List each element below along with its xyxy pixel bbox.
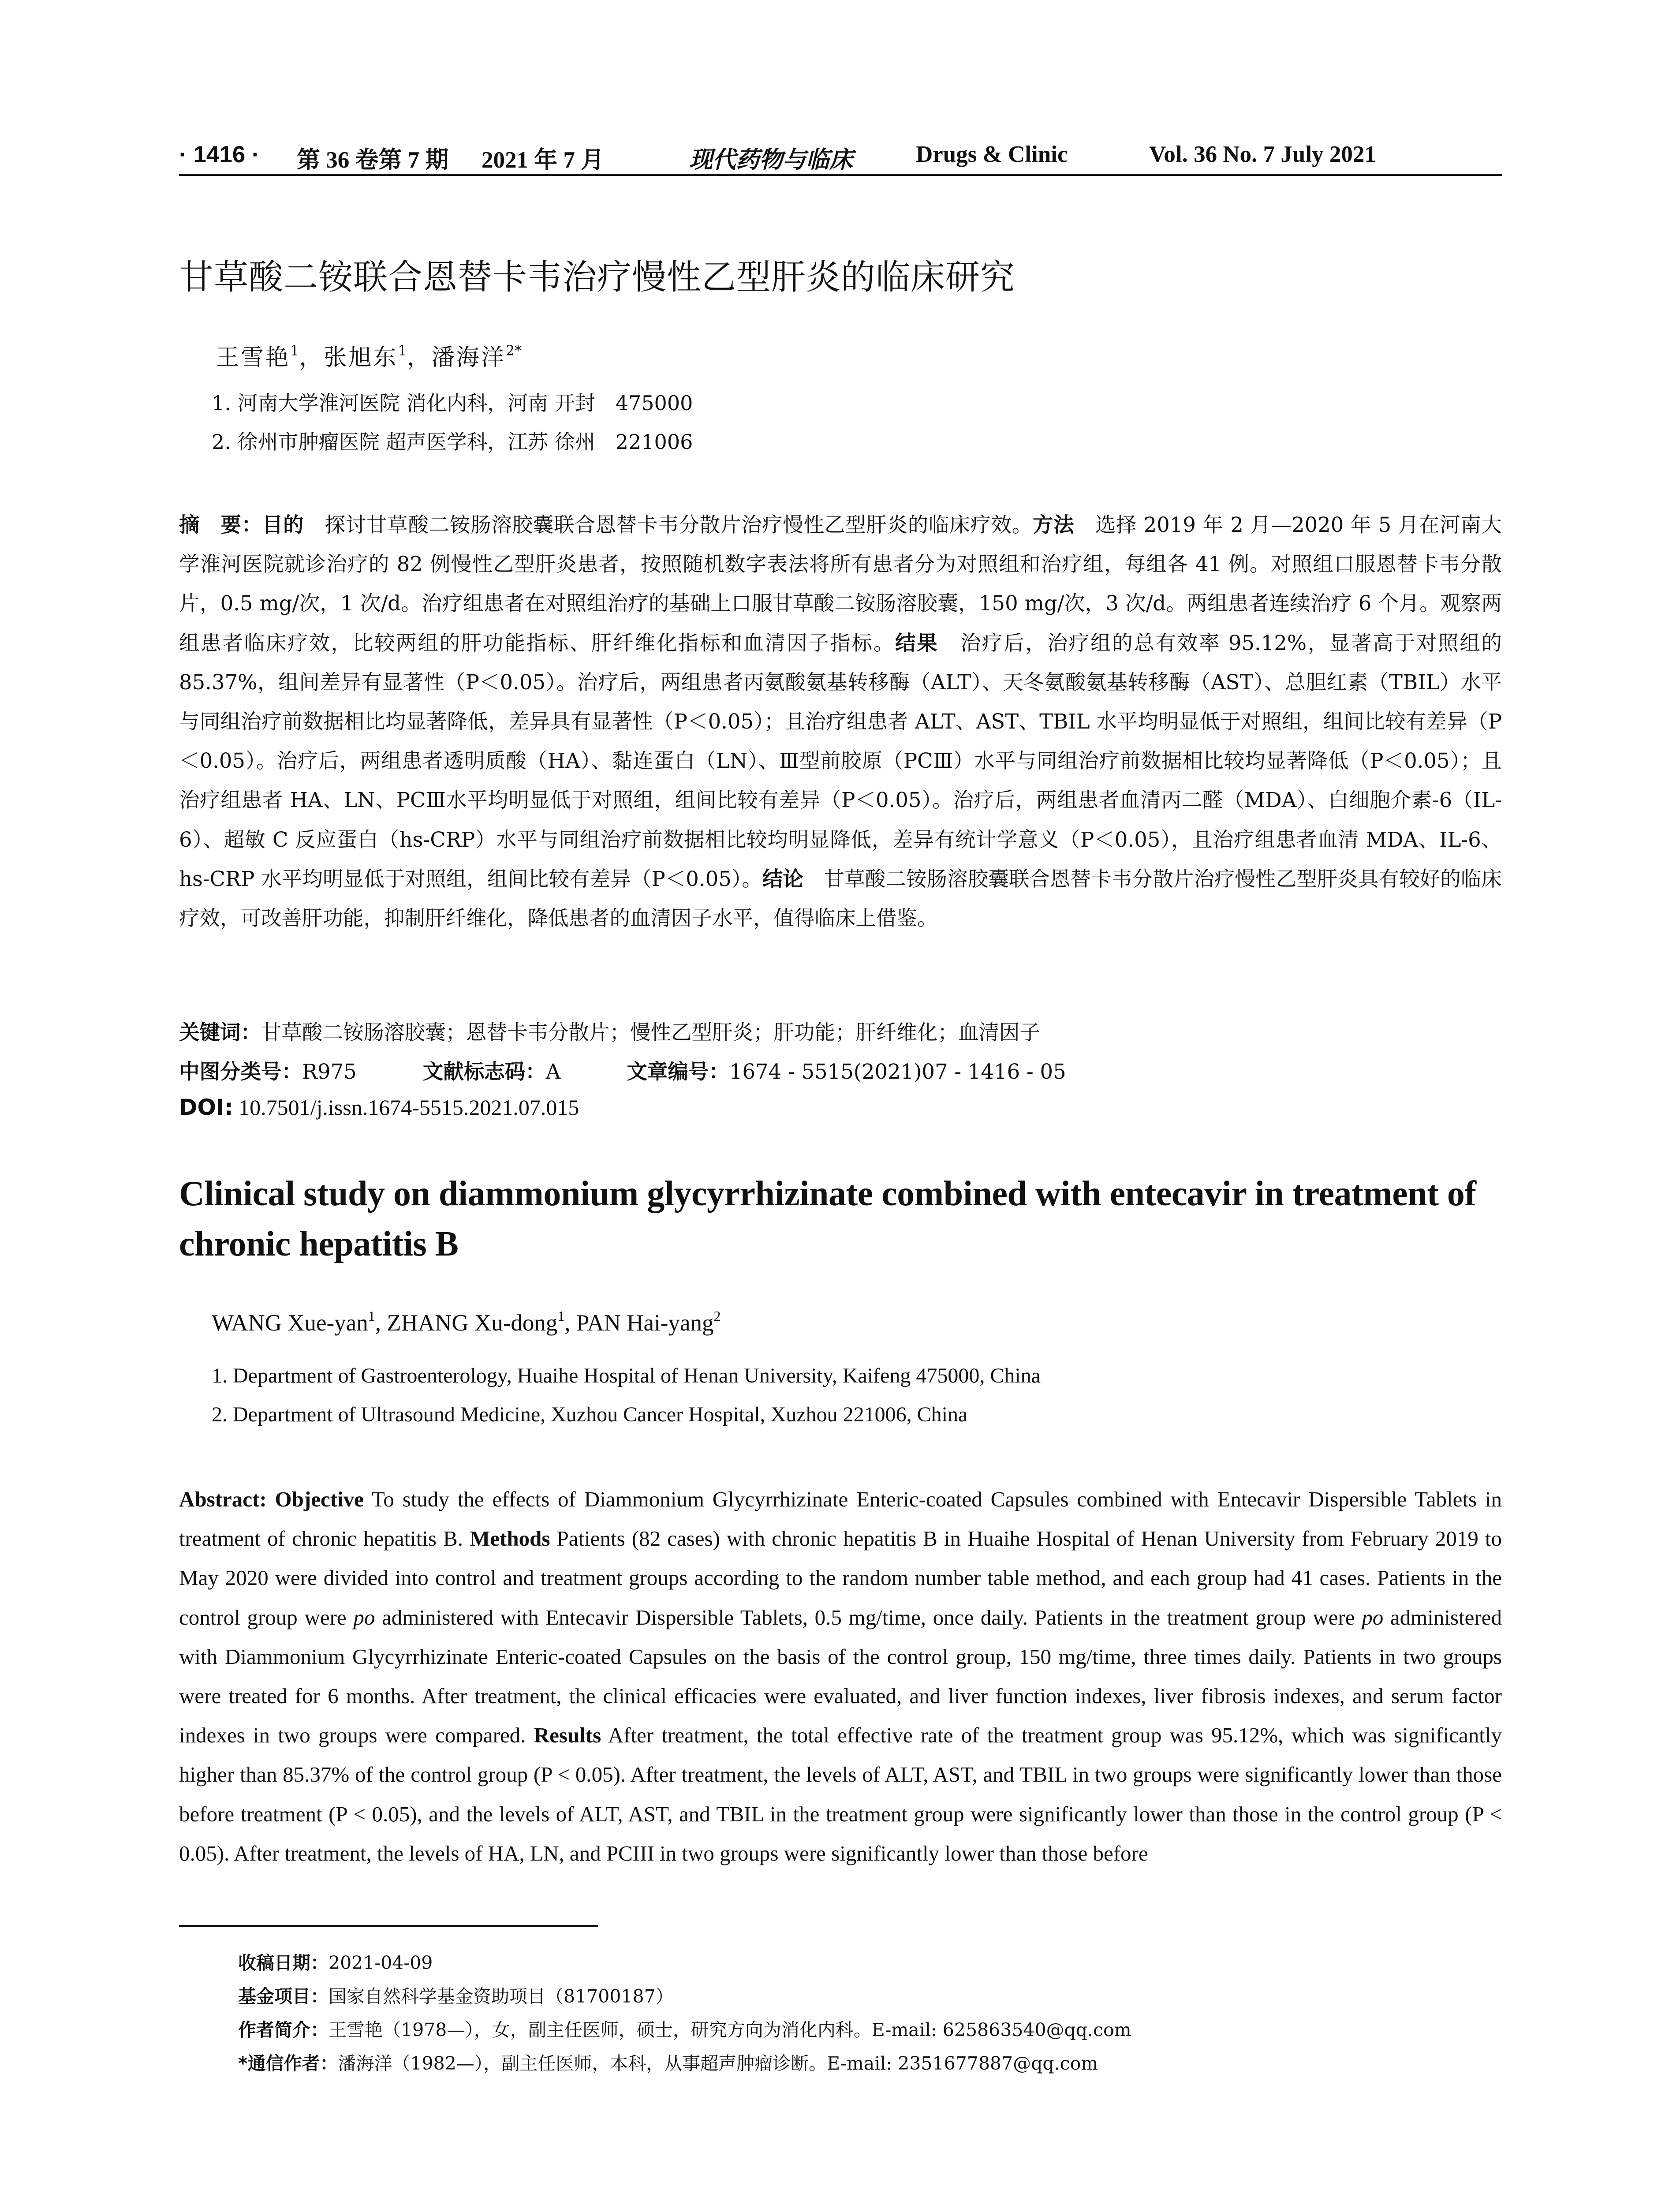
volume-cn: 第 36 卷第 7 期	[297, 147, 449, 173]
author-separator: ，	[299, 344, 324, 371]
keywords-label-cn: 关键词：	[179, 1020, 261, 1044]
author-name: PAN Hai-yang	[576, 1310, 714, 1336]
article-number-label: 文章编号：	[627, 1060, 729, 1084]
doccode-value: A	[545, 1060, 561, 1084]
methods-text-en: administered with Entecavir Dispersible Tablets, 0.5 mg/time, once daily. Patients in the treatment group were	[375, 1605, 1362, 1629]
author-affiliation-mark: 1	[290, 342, 299, 359]
objective-text-en: To study the effects of Diammonium Glycyrrhizinate Enteric-coated Capsules combined with Entecavir Dispersible Tablets in treatment of chronic hepatitis B.	[179, 1487, 1502, 1551]
objective-label-en: Objective	[275, 1487, 364, 1511]
methods-label-cn: 方法	[1033, 513, 1075, 537]
journal-name-en: Drugs & Clinic	[916, 142, 1068, 167]
results-text-cn: 治疗后，治疗组的总有效率 95.12%，显著高于对照组的 85.37%，组间差异有显著性（P＜0.05）。治疗后，两组患者丙氨酸氨基转移酶（ALT）、天冬氨酸氨基转移酶（AST）、总胆红素（TBIL）水平与同组治疗前数据相比均显著降低，差异具有显著性（P＜0.05）；且治疗组患者 ALT、AST、TBIL 水平均明显低于对照组，组间比较有差异（P＜0.05）。治疗后，两组患者透明质酸（HA）、黏连蛋白（LN）、Ⅲ型前胶原（PCⅢ）水平与同组治疗前数据相比较均显著降低（P＜0.05）；且治疗组患者 HA、LN、PCⅢ水平均明显低于对照组，组间比较有差异（P＜0.05）。治疗后，两组患者血清丙二醛（MDA）、白细胞介素-6（IL-6）、超敏 C 反应蛋白（hs-CRP）水平与同组治疗前数据相比较均明显降低，差异有统计学意义（P＜0.05），且治疗组患者血清 MDA、IL-6、hs-CRP 水平均明显低于对照组，组间比较有差异（P＜0.05）。	[179, 631, 1502, 891]
author-bio-label: 作者简介：	[238, 2019, 329, 2041]
authors-en	[212, 1308, 721, 1336]
author-name: 王雪艳	[216, 344, 291, 371]
conclusion-text-cn: 甘草酸二铵肠溶胶囊联合恩替卡韦分散片治疗慢性乙型肝炎具有较好的临床疗效，可改善肝功能，抑制肝纤维化，降低患者的血清因子水平，值得临床上借鉴。	[179, 867, 1502, 931]
po-abbrev: po	[1362, 1605, 1384, 1629]
author-bio-value: 王雪艳（1978—），女，副主任医师，硕士，研究方向为消化内科。E-mail: 625863540@qq.com	[329, 2019, 1131, 2041]
authors-cn	[216, 339, 522, 372]
footnote-received	[238, 1948, 433, 1974]
author-affiliation-mark: 1	[398, 342, 407, 359]
abstract-en	[179, 1480, 1502, 1873]
running-header	[179, 139, 1502, 176]
received-label: 收稿日期：	[238, 1952, 329, 1973]
affiliation-en-2: 2. Department of Ultrasound Medicine, Xuzhou Cancer Hospital, Xuzhou 221006, China	[212, 1403, 968, 1426]
footnote-divider	[179, 1925, 598, 1927]
methods-label-en: Methods	[470, 1526, 550, 1551]
author-affiliation-mark: 1	[557, 1308, 565, 1324]
classification-line	[179, 1055, 1066, 1085]
author-affiliation-mark: 1	[368, 1308, 375, 1324]
results-text-en: After treatment, the total effective rate of the treatment group was 95.12%, which was significantly higher than 85.37% of the control group (P < 0.05). After treatment, the levels of ALT, AST, and TBIL in two groups were significantly lower than those before treatment (P < 0.05), and the levels of ALT, AST, and TBIL in the treatment group were significantly lower than those in the control group (P < 0.05). After treatment, the levels of HA, LN, and PCIII in two groups were significantly lower than those before	[179, 1723, 1502, 1865]
volume-en: Vol. 36 No. 7 July 2021	[1149, 142, 1376, 167]
title-cn: 甘草酸二铵联合恩替卡韦治疗慢性乙型肝炎的临床研究	[179, 258, 1015, 297]
objective-text-cn: 探讨甘草酸二铵肠溶胶囊联合恩替卡韦分散片治疗慢性乙型肝炎的临床疗效。	[304, 513, 1033, 537]
po-abbrev: po	[353, 1605, 375, 1629]
class-value: R975	[302, 1060, 357, 1084]
corresponding-label: *通信作者：	[238, 2053, 338, 2074]
footnote-author	[238, 2015, 1131, 2041]
methods-text-en: Patients (82 cases) with chronic hepatitis B in Huaihe Hospital of Henan University from February 2019 to May 2020 were divided into control and treatment groups according to the random number table method, and each group had 41 cases. Patients in the control group were	[179, 1526, 1502, 1629]
affiliation-en-1: 1. Department of Gastroenterology, Huaihe Hospital of Henan University, Kaifeng 475000, China	[212, 1364, 1041, 1387]
affiliation-cn-1: 1. 河南大学淮河医院 消化内科，河南 开封 475000	[212, 391, 693, 415]
author-separator: ,	[375, 1310, 387, 1336]
abstract-label-en: Abstract:	[179, 1487, 267, 1511]
footnote-fund	[238, 1982, 674, 2008]
author-separator: ，	[407, 344, 432, 371]
doccode-label: 文献标志码：	[422, 1060, 546, 1084]
objective-label-cn: 目的	[262, 513, 304, 537]
journal-name-cn: 现代药物与临床	[689, 146, 853, 173]
fund-value: 国家自然科学基金资助项目（81700187）	[329, 1986, 674, 2007]
conclusion-label-cn: 结论	[762, 867, 804, 891]
author-affiliation-mark: 2	[713, 1308, 721, 1324]
author-name: 潘海洋	[431, 344, 506, 371]
received-value: 2021-04-09	[329, 1952, 433, 1973]
title-en: Clinical study on diammonium glycyrrhizinate combined with entecavir in treatment of chronic hepatitis B	[179, 1174, 1476, 1263]
abstract-cn	[179, 505, 1502, 938]
keywords-text-cn: 甘草酸二铵肠溶胶囊；恩替卡韦分散片；慢性乙型肝炎；肝功能；肝纤维化；血清因子	[261, 1020, 1040, 1044]
results-label-cn: 结果	[895, 631, 939, 655]
results-label-en: Results	[534, 1723, 601, 1748]
author-name: ZHANG Xu-dong	[387, 1310, 558, 1336]
class-label: 中图分类号：	[179, 1060, 302, 1084]
doi-value[interactable]: 10.7501/j.issn.1674-5515.2021.07.015	[233, 1095, 579, 1120]
doi-line	[179, 1095, 579, 1120]
keywords-cn	[179, 1016, 1040, 1046]
fund-label: 基金项目：	[238, 1986, 329, 2007]
doi-label: DOI:	[179, 1095, 233, 1120]
article-number-value: 1674 - 5515(2021)07 - 1416 - 05	[729, 1060, 1066, 1084]
methods-text-en: administered with Diammonium Glycyrrhizinate Enteric-coated Capsules on the basis of the control group, 150 mg/time, three times daily. Patients in two groups were treated for 6 months. After treatment, the clinical efficacies were evaluated, and liver function indexes, liver fibrosis indexes, and serum factor indexes in two groups were compared.	[179, 1605, 1502, 1748]
date-cn: 2021 年 7 月	[482, 147, 605, 173]
page-number: · 1416 ·	[179, 142, 260, 168]
author-name: WANG Xue-yan	[212, 1310, 368, 1336]
footnote-corresponding	[238, 2049, 1098, 2075]
methods-text-cn: 选择 2019 年 2 月—2020 年 5 月在河南大学淮河医院就诊治疗的 82 例慢性乙型肝炎患者，按照随机数字表法将所有患者分为对照组和治疗组，每组各 41 例。对照组口服恩替卡韦分散片，0.5 mg/次，1 次/d。治疗组患者在对照组治疗的基础上口服甘草酸二铵肠溶胶囊，150 mg/次，3 次/d。两组患者连续治疗 6 个月。观察两组患者临床疗效，比较两组的肝功能指标、肝纤维化指标和血清因子指标。	[179, 513, 1502, 655]
author-separator: ,	[564, 1310, 576, 1336]
affiliation-cn-2: 2. 徐州市肿瘤医院 超声医学科，江苏 徐州 221006	[212, 430, 693, 454]
author-name: 张旭东	[324, 344, 398, 371]
author-affiliation-mark: 2*	[505, 342, 522, 359]
corresponding-value: 潘海洋（1982—），副主任医师，本科，从事超声肿瘤诊断。E-mail: 2351677887@qq.com	[338, 2053, 1098, 2074]
abstract-label-cn: 摘 要：	[179, 513, 262, 537]
